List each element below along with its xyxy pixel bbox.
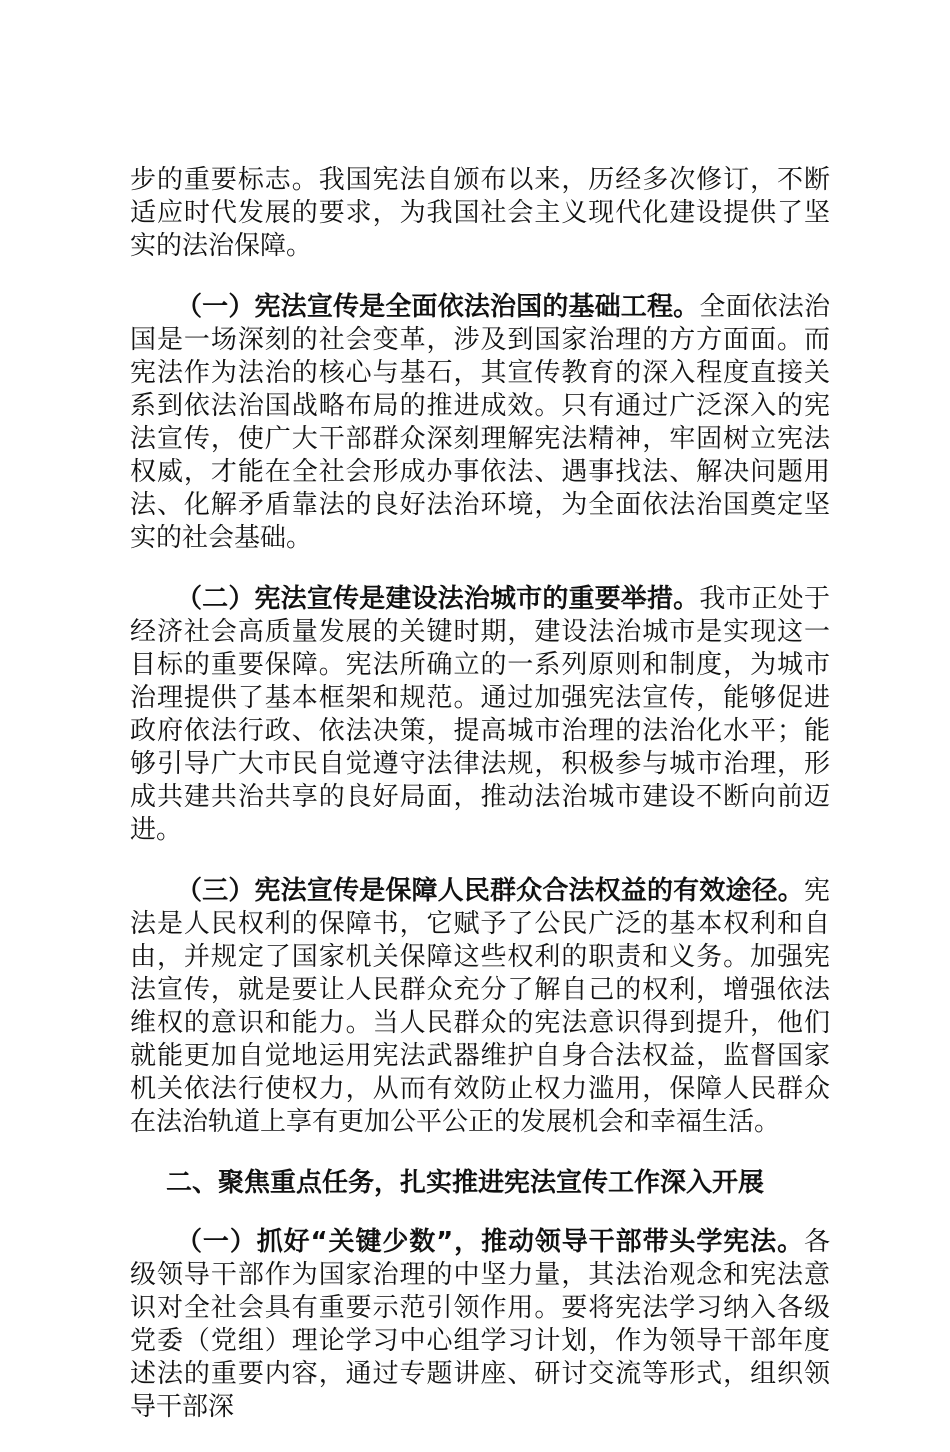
paragraph-point-3: [130, 875, 830, 1139]
paragraph-body: 各级领导干部作为国家治理的中坚力量，其法治观念和宪法意识对全社会具有重要示范引领作用。要将宪法学习纳入各级党委（党组）理论学习中心组学习计划，作为领导干部年度述法的重要内容，通过专题讲座、研讨交流等形式，组织领导干部深: [130, 1227, 830, 1422]
paragraph-lead-heading: （一）抓好“关键少数”，推动领导干部带头学宪法。: [176, 1227, 804, 1257]
paragraph-lead-heading: （二）宪法宣传是建设法治城市的重要举措。: [176, 584, 700, 614]
document-page: [130, 164, 830, 1452]
section-heading: 二、聚焦重点任务，扎实推进宪法宣传工作深入开展: [166, 1168, 765, 1198]
paragraph-body: 我市正处于经济社会高质量发展的关键时期，建设法治城市是实现这一目标的重要保障。宪法所确立的一系列原则和制度，为城市治理提供了基本框架和规范。通过加强宪法宣传，能够促进政府依法行政、依法决策，提高城市治理的法治化水平；能够引导广大市民自觉遵守法律法规，积极参与城市治理，形成共建共治共享的良好局面，推动法治城市建设不断向前迈进。: [130, 584, 830, 845]
paragraph-lead-heading: （三）宪法宣传是保障人民群众合法权益的有效途径。: [176, 876, 804, 906]
paragraph-body: 全面依法治国是一场深刻的社会变革，涉及到国家治理的方方面面。而宪法作为法治的核心与基石，其宣传教育的深入程度直接关系到依法治国战略布局的推进成效。只有通过广泛深入的宪法宣传，使广大干部群众深刻理解宪法精神，牢固树立宪法权威，才能在全社会形成办事依法、遇事找法、解决问题用法、化解矛盾靠法的良好法治环境，为全面依法治国奠定坚实的社会基础。: [130, 292, 830, 553]
paragraph-intro-continuation: [130, 164, 830, 263]
paragraph-point-2: [130, 583, 830, 847]
paragraph-body: 步的重要标志。我国宪法自颁布以来，历经多次修订，不断适应时代发展的要求，为我国社会主义现代化建设提供了坚实的法治保障。: [130, 165, 830, 261]
paragraph-task-1: [130, 1226, 830, 1424]
paragraph-point-1: [130, 291, 830, 555]
paragraph-lead-heading: （一）宪法宣传是全面依法治国的基础工程。: [176, 292, 700, 322]
paragraph-body: 宪法是人民权利的保障书，它赋予了公民广泛的基本权利和自由，并规定了国家机关保障这些权利的职责和义务。加强宪法宣传，就是要让人民群众充分了解自己的权利，增强依法维权的意识和能力。当人民群众的宪法意识得到提升，他们就能更加自觉地运用宪法武器维护自身合法权益，监督国家机关依法行使权力，从而有效防止权力滥用，保障人民群众在法治轨道上享有更加公平公正的发展机会和幸福生活。: [130, 876, 830, 1137]
